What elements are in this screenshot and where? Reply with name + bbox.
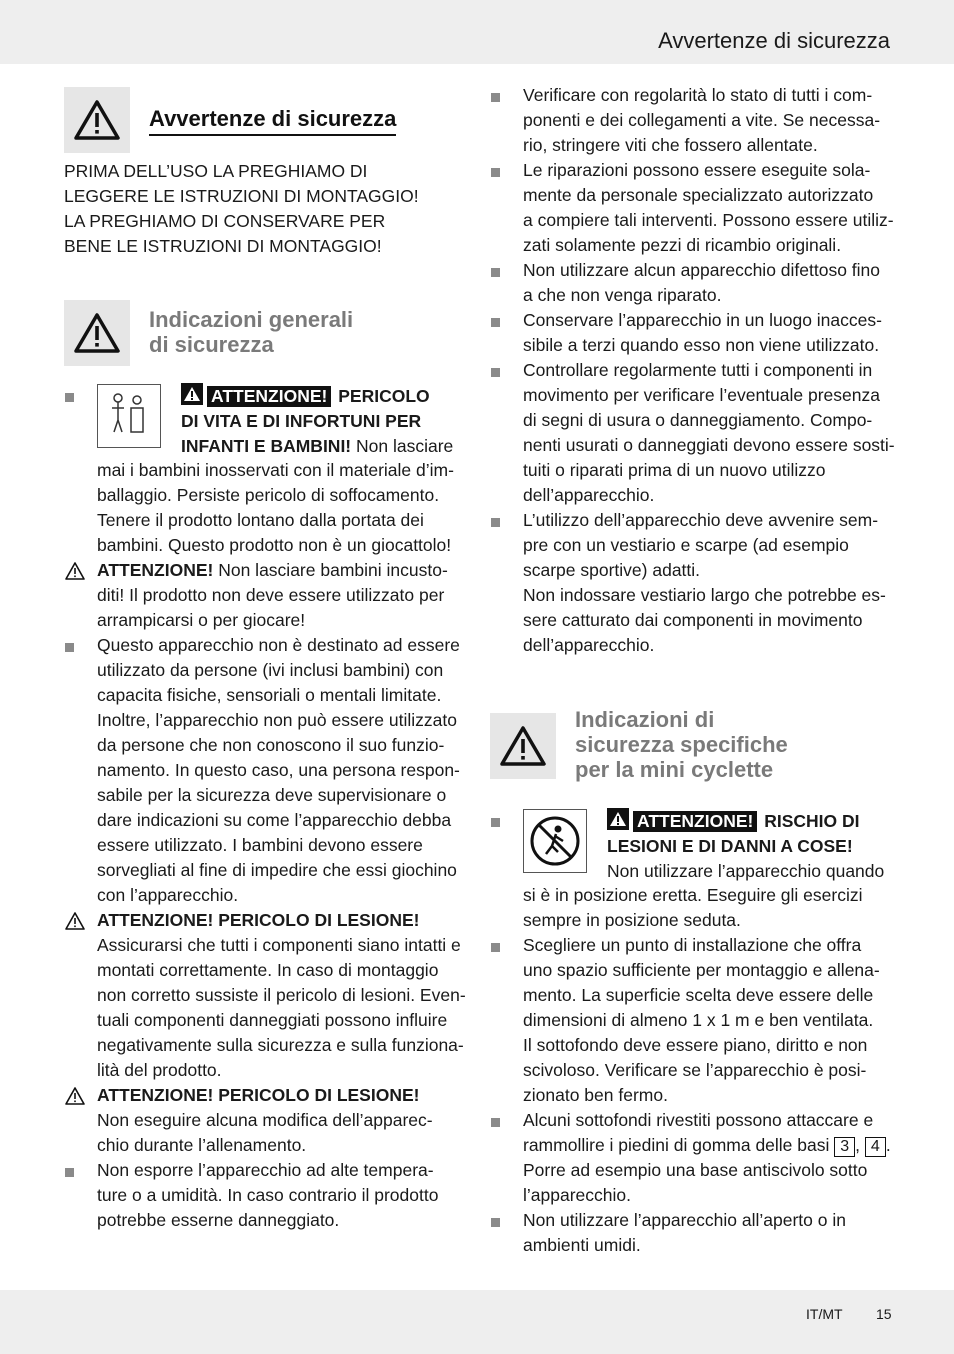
- warning-head: DI VITA E DI INFORTUNI PER: [181, 411, 422, 431]
- left-warn3: [97, 1083, 477, 1158]
- right-item10: [523, 1208, 903, 1258]
- part-reference: 3: [834, 1137, 855, 1157]
- text-line: mai i bambini inosservati con il materiale d’im-: [97, 460, 454, 480]
- text-line: sere catturato dai componenti in movimento: [523, 610, 863, 630]
- child-hazard-icon: [97, 384, 161, 448]
- right-item9: [523, 1108, 903, 1208]
- bullet: [491, 168, 500, 177]
- left-warn2: [97, 908, 477, 1083]
- text-line: dare indicazioni su come l’apparecchio debba: [97, 810, 452, 830]
- text-line: di segni di usura o danneggiamento. Compo-: [523, 410, 873, 430]
- text-line: a compiere tali interventi. Possono essere utiliz-: [523, 210, 894, 230]
- footer-language: IT/MT: [806, 1306, 843, 1322]
- left-item2: [97, 633, 477, 908]
- right-item8: [523, 933, 903, 1108]
- text-line: Non indossare vestiario largo che potrebbe es-: [523, 585, 886, 605]
- warning-head: ATTENZIONE! PERICOLO DI LESIONE!: [97, 910, 420, 930]
- text-line: negativamente sulla sicurezza e sulla funziona-: [97, 1035, 464, 1055]
- bullet: [491, 943, 500, 952]
- text-line: .: [885, 1135, 891, 1155]
- text-line: scivoloso. Verificare se l’apparecchio è posi-: [523, 1060, 867, 1080]
- text-line: Alcuni sottofondi rivestiti possono attaccare e: [523, 1110, 874, 1130]
- text-line: namento. In questo caso, una persona respon-: [97, 760, 460, 780]
- right-item7-body: [523, 883, 903, 933]
- text-line: da persone che non conoscono il suo funzio-: [97, 735, 445, 755]
- right-item1: [523, 83, 903, 158]
- text-line: Non esporre l’apparecchio ad alte tempera-: [97, 1160, 434, 1180]
- section-title-general: [149, 307, 353, 357]
- text-line: Non utilizzare l’apparecchio all’aperto o in: [523, 1210, 846, 1230]
- text-line: essere utilizzato. I bambini devono essere: [97, 835, 423, 855]
- text-line: bambini. Questo prodotto non è un giocattolo!: [97, 535, 452, 555]
- text-line: sabile per la sicurezza deve supervisionare o: [97, 785, 447, 805]
- text-line: Non utilizzare alcun apparecchio difettoso fino: [523, 260, 881, 280]
- intro-line: BENE LE ISTRUZIONI DI MONTAGGIO!: [64, 236, 382, 256]
- right-item6: [523, 508, 903, 658]
- text-line: dell’apparecchio.: [523, 635, 655, 655]
- text-line: tuali componenti danneggiati possono influire: [97, 1010, 448, 1030]
- text-line: uno spazio sufficiente per montaggio e allena-: [523, 960, 880, 980]
- left-item1-head: [181, 383, 471, 459]
- warning-head: INFANTI E BAMBINI!: [181, 436, 352, 456]
- attention-label: ATTENZIONE!: [633, 811, 757, 832]
- text-line: Verificare con regolarità lo stato di tutti i com-: [523, 85, 873, 105]
- text-line: mente da personale specializzato autorizzato: [523, 185, 874, 205]
- text-line: Non eseguire alcuna modifica dell’apparec-: [97, 1110, 433, 1130]
- text-line: Controllare regolarmente tutti i componenti in: [523, 360, 873, 380]
- text-line: arrampicarsi o per giocare!: [97, 610, 306, 630]
- text-line: ture o a umidità. In caso contrario il prodotto: [97, 1185, 439, 1205]
- section-title-line: di sicurezza: [149, 332, 274, 357]
- section-title-line: sicurezza specifiche: [575, 732, 788, 757]
- text-line: l’apparecchio.: [523, 1185, 631, 1205]
- warning-head: LESIONI E DI DANNI A COSE!: [607, 836, 853, 856]
- text-line: ballaggio. Persiste pericolo di soffocamento.: [97, 485, 440, 505]
- attention-label: ATTENZIONE!: [207, 386, 331, 407]
- footer-bar: [0, 1290, 954, 1354]
- text-line: dell’apparecchio.: [523, 485, 655, 505]
- warning-icon: [64, 300, 130, 366]
- text-line: montati correttamente. In caso di montaggio: [97, 960, 439, 980]
- text-line: Il sottofondo deve essere piano, diritto e non: [523, 1035, 868, 1055]
- text-line: capacita fisiche, sensoriali o mentali limitate.: [97, 685, 442, 705]
- warning-head: ATTENZIONE!: [97, 560, 214, 580]
- right-item5: [523, 358, 903, 508]
- text-line: sorvegliati al fine di impedire che essi giochino: [97, 860, 457, 880]
- section-title-specific: [575, 707, 788, 782]
- intro-text: [64, 159, 464, 259]
- text-line: si è in posizione eretta. Eseguire gli esercizi: [523, 885, 863, 905]
- page-number: 15: [876, 1306, 892, 1322]
- warning-head: RISCHIO DI: [764, 811, 860, 831]
- bullet: [491, 318, 500, 327]
- warning-head: PERICOLO: [338, 386, 430, 406]
- text-line: Assicurarsi che tutti i componenti siano intatti e: [97, 935, 461, 955]
- text-line: lità del prodotto.: [97, 1060, 222, 1080]
- separator: ,: [855, 1135, 861, 1155]
- text-line: movimento per verificare l’eventuale presenza: [523, 385, 880, 405]
- text-line: diti! Il prodotto non deve essere utilizzato per: [97, 585, 445, 605]
- text-line: ambienti umidi.: [523, 1235, 641, 1255]
- text-line: zati solamente pezzi di ricambio originali.: [523, 235, 842, 255]
- text-line: Inoltre, l’apparecchio non può essere utilizzato: [97, 710, 457, 730]
- text-line: non corretto sussiste il pericolo di lesioni. Even-: [97, 985, 466, 1005]
- page-header-title: Avvertenze di sicurezza: [658, 28, 890, 53]
- left-item1-body: [97, 458, 477, 558]
- warning-icon: [64, 87, 130, 153]
- right-item3: [523, 258, 903, 308]
- text-line: utilizzato da persone (ivi inclusi bambini) con: [97, 660, 444, 680]
- part-reference: 4: [865, 1137, 886, 1157]
- bullet: [491, 368, 500, 377]
- no-standing-icon: [523, 809, 587, 873]
- text-line: potrebbe esserne danneggiato.: [97, 1210, 340, 1230]
- text-line: Porre ad esempio una base antiscivolo sotto: [523, 1160, 868, 1180]
- intro-line: PRIMA DELL’USO LA PREGHIAMO DI: [64, 161, 368, 181]
- left-warn1: [97, 558, 477, 633]
- warning-icon: [490, 713, 556, 779]
- text-line: rammollire i piedini di gomma delle basi: [523, 1135, 830, 1155]
- bullet: [65, 643, 74, 652]
- text-line: ponenti e dei collegamenti a vite. Se necessa-: [523, 110, 881, 130]
- bullet: [491, 93, 500, 102]
- text-line: dimensioni di almeno 1 x 1 m e ben ventilata.: [523, 1010, 874, 1030]
- text-line: tuiti o riparati prima di un nuovo utilizzo: [523, 460, 826, 480]
- text-line: zionato ben fermo.: [523, 1085, 668, 1105]
- text-line: a che non venga riparato.: [523, 285, 722, 305]
- text-line: Le riparazioni possono essere eseguite sola-: [523, 160, 871, 180]
- bullet: [65, 393, 74, 402]
- text-line: Scegliere un punto di installazione che offra: [523, 935, 862, 955]
- bullet: [491, 1218, 500, 1227]
- text-line: sibile a terzi quando esso non viene utilizzato.: [523, 335, 880, 355]
- intro-line: LA PREGHIAMO DI CONSERVARE PER: [64, 211, 386, 231]
- section-title-line: Indicazioni di: [575, 707, 715, 732]
- section-title-main: Avvertenze di sicurezza: [149, 106, 396, 136]
- text-line: con l’apparecchio.: [97, 885, 239, 905]
- text-line: scarpe sportive) adatti.: [523, 560, 701, 580]
- warning-icon: [64, 911, 86, 931]
- right-item4: [523, 308, 903, 358]
- bullet: [491, 818, 500, 827]
- text-line: L’utilizzo dell’apparecchio deve avvenire sem-: [523, 510, 879, 530]
- left-item3: [97, 1158, 477, 1233]
- warning-icon: [181, 383, 203, 405]
- warning-icon: [64, 561, 86, 581]
- bullet: [491, 518, 500, 527]
- bullet: [491, 268, 500, 277]
- text-line: rio, stringere viti che fossero allentate.: [523, 135, 818, 155]
- warning-icon: [64, 1086, 86, 1106]
- text-line: Conservare l’apparecchio in un luogo inacces-: [523, 310, 882, 330]
- right-item2: [523, 158, 903, 258]
- warning-icon: [607, 808, 629, 830]
- text-line: pre con un vestiario e scarpe (ad esempio: [523, 535, 849, 555]
- text-line: Tenere il prodotto lontano dalla portata dei: [97, 510, 424, 530]
- section-title-line: per la mini cyclette: [575, 757, 774, 782]
- text-line: Questo apparecchio non è destinato ad essere: [97, 635, 460, 655]
- text-line: mento. La superficie scelta deve essere delle: [523, 985, 874, 1005]
- text-line: Non lasciare bambini incusto-: [218, 560, 448, 580]
- text-line: sempre in posizione seduta.: [523, 910, 741, 930]
- text-line: Non utilizzare l’apparecchio quando: [607, 861, 885, 881]
- text-line: chio durante l’allenamento.: [97, 1135, 307, 1155]
- right-item7-head: [607, 808, 897, 884]
- bullet: [65, 1168, 74, 1177]
- bullet: [491, 1118, 500, 1127]
- section-title-line: Indicazioni generali: [149, 307, 354, 332]
- warning-head: ATTENZIONE! PERICOLO DI LESIONE!: [97, 1085, 420, 1105]
- intro-line: LEGGERE LE ISTRUZIONI DI MONTAGGIO!: [64, 186, 419, 206]
- text-line: Non lasciare: [356, 436, 454, 456]
- text-line: nenti usurati o danneggiati devono essere sosti-: [523, 435, 895, 455]
